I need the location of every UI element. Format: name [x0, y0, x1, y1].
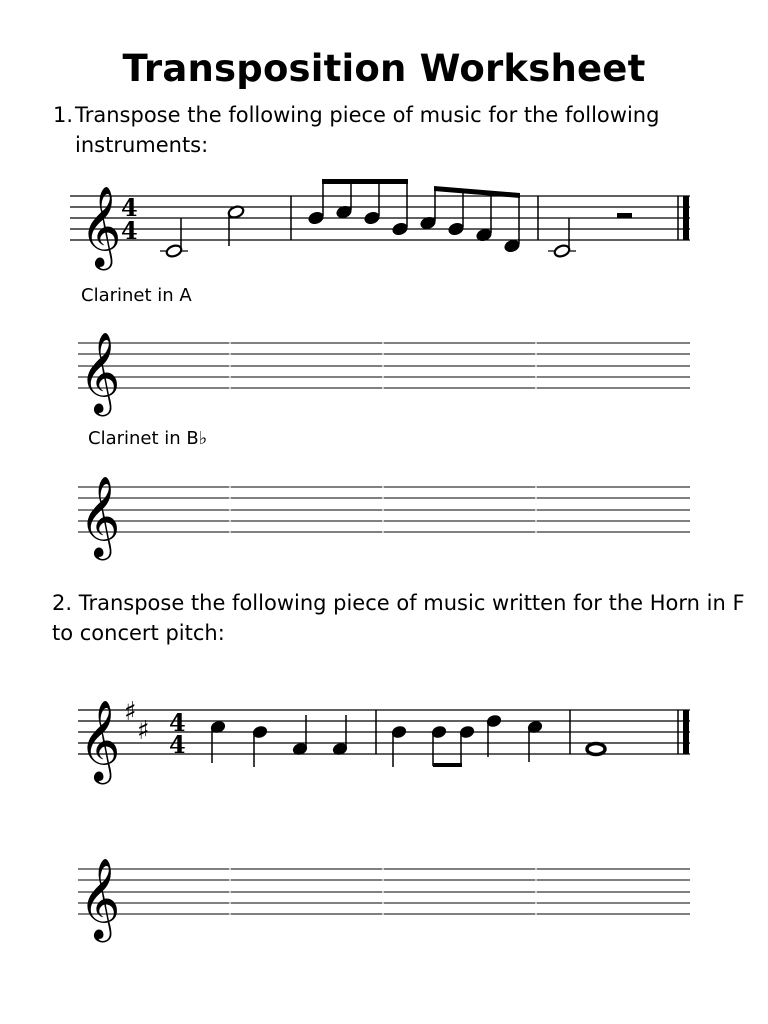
treble-clef-icon: 𝄞: [79, 475, 121, 557]
music-excerpt-1: [0, 170, 768, 270]
half-rest-icon: [617, 213, 632, 218]
sharp-icon: ♯: [124, 697, 137, 727]
sharp-icon: ♯: [137, 716, 150, 746]
blank-staff-1: [0, 320, 768, 413]
svg-text:4: 4: [169, 708, 186, 737]
final-barline: [683, 710, 689, 754]
measure-2: [308, 179, 521, 253]
measure-2: [391, 714, 542, 767]
instrument-label-clarinet-bflat: Clarinet in B♭: [88, 428, 208, 449]
svg-text:4: 4: [169, 730, 186, 759]
measure-3: [587, 744, 605, 755]
time-signature: [121, 193, 138, 245]
treble-clef-icon: 𝄞: [80, 185, 122, 267]
question-1-text: Transpose the following piece of music for the following instruments:: [75, 103, 660, 157]
time-signature: [169, 708, 186, 759]
treble-clef-icon: 𝄞: [79, 699, 121, 781]
question-2-text: 2. Transpose the following piece of music written for the Horn in F to concert pitch:: [52, 591, 745, 645]
blank-staff-2: [0, 465, 768, 555]
svg-text:4: 4: [121, 193, 138, 222]
measure-1: [210, 715, 347, 767]
music-excerpt-2: [0, 690, 768, 780]
svg-text:4: 4: [121, 216, 138, 245]
worksheet-title: Transposition Worksheet: [122, 46, 646, 90]
instrument-label-clarinet-a: Clarinet in A: [81, 285, 192, 306]
treble-clef-icon: 𝄞: [79, 857, 121, 939]
key-signature: [124, 697, 150, 746]
question-1: [53, 100, 753, 160]
measure-1: [160, 205, 245, 259]
measure-3: [548, 213, 632, 258]
final-barline: [683, 196, 689, 240]
treble-clef-icon: 𝄞: [79, 331, 121, 413]
question-1-number: 1.: [53, 103, 74, 127]
blank-staff-3: [0, 850, 768, 940]
